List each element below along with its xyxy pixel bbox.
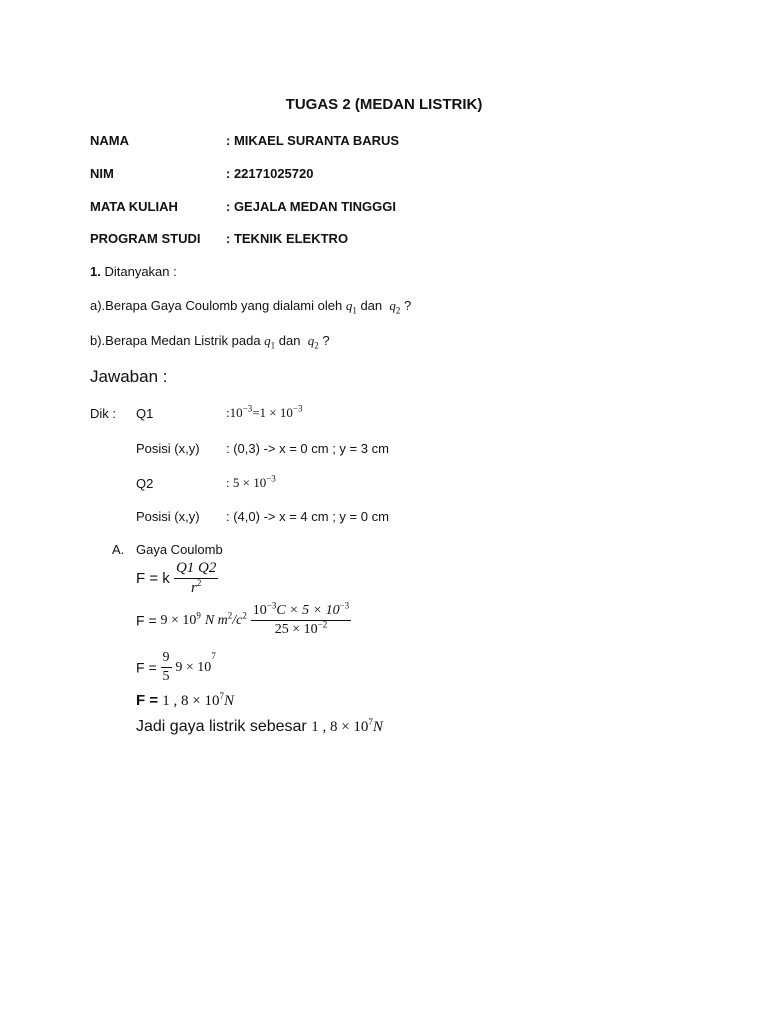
eq1-numerator: Q1 Q2 [174,560,218,579]
given-q2-value [226,475,276,491]
given-label: Dik : [90,406,116,421]
equation-2 [136,600,351,638]
info-value-nim: : 22171025720 [226,166,314,181]
eq3-denominator: 5 [162,669,170,684]
eq2-den-exp: −2 [317,619,328,630]
eq2-num-exp: −3 [266,600,277,611]
question-a-text: a).Berapa Gaya Coulomb yang dialami oleh [90,298,343,313]
given-pos2-label: Posisi (x,y) [136,509,200,524]
eq2-unit-slash: /c [232,612,243,628]
eq3-rest [175,650,216,675]
eq3-rest-base: 9 × 10 [175,659,212,675]
question-header [90,264,177,279]
eq1-fraction [174,560,218,597]
and-word: dan [360,298,383,313]
given-pos2-value: : (4,0) -> x = 4 cm ; y = 0 cm [226,509,389,524]
eq2-lhs: F = [136,612,157,629]
info-value-mata-kuliah: : GEJALA MEDAN TINGGGI [226,199,396,214]
eq3-fraction [161,650,172,685]
eq3-lhs: F = [136,659,157,676]
eq3-numerator: 9 [161,650,172,668]
section-a-heading: Gaya Coulomb [136,542,223,557]
eq2-unit [204,609,247,628]
eq2-coefficient [160,609,201,628]
eq2-num-base: 10 [252,603,267,618]
eq4-value-base: 1 , 8 × 10 [162,693,220,709]
info-value-nama: : MIKAEL SURANTA BARUS [226,133,400,148]
conclusion-value-base: 1 , 8 × 10 [311,719,369,735]
question-number: 1. [90,264,101,279]
eq2-fraction [251,600,351,638]
eq2-coeff-exp: 9 [196,609,201,620]
answer-heading: Jawaban : [90,367,168,386]
question-mark: ? [404,298,412,313]
eq1-den-exp: 2 [196,578,202,588]
question-a [90,298,411,314]
given-pos1-label: Posisi (x,y) [136,441,200,456]
and-word: dan [278,333,301,348]
q1-symbol: q [264,333,271,348]
info-label-mata-kuliah: MATA KULIAH [90,199,178,214]
q1-symbol: q [345,298,353,313]
eq2-coeff-base: 9 × 10 [160,612,197,628]
eq2-numerator [251,600,351,621]
eq1-lhs: F = k [136,570,170,587]
q2-subscript: 2 [314,340,319,351]
q2-symbol: q [307,333,315,348]
question-b [90,333,330,349]
eq1-den-base: r [190,580,197,596]
q1-value-eq-exp: −3 [292,403,303,414]
eq2-den-base: 25 × 10 [274,622,318,637]
q2-subscript: 2 [395,305,401,316]
question-mark: ? [322,333,330,348]
question-asked: Ditanyakan : [104,264,177,279]
info-value-program-studi: : TEKNIK ELEKTRO [226,231,349,246]
eq2-unit-base: N m [204,612,228,628]
eq3-rest-exp: 7 [211,650,216,661]
info-label-nama: NAMA [90,133,129,148]
equation-4 [136,692,234,710]
section-a-marker: A. [112,542,125,557]
q1-value-base: :10 [226,405,243,420]
eq2-unit-exp: 2 [227,609,233,620]
eq2-denominator [251,621,351,638]
page-title: TUGAS 2 (MEDAN LISTRIK) [285,96,483,113]
info-label-program-studi: PROGRAM STUDI [90,231,201,246]
equation-1 [136,560,218,597]
q1-subscript: 1 [352,305,357,316]
q1-value-eq: =1 × 10 [252,405,293,420]
question-b-text: b).Berapa Medan Listrik pada [90,333,261,348]
eq4-value-exp: 7 [219,691,224,701]
q1-subscript: 1 [270,340,276,351]
eq4-unit: N [223,693,234,709]
conclusion-unit: N [372,719,383,735]
eq4-value [162,693,234,709]
q2-value-base: : 5 × 10 [226,475,267,490]
q2-value-exp: −3 [266,473,276,484]
info-label-nim: NIM [90,166,114,181]
eq1-denominator [174,579,218,597]
given-q1-label: Q1 [136,406,154,421]
conclusion-value-exp: 7 [368,717,373,727]
q2-symbol: q [389,298,396,313]
equation-3 [136,650,216,685]
given-q1-value [226,405,302,421]
conclusion [136,718,383,736]
eq2-unit-slash-exp: 2 [242,609,247,620]
q1-value-exp: −3 [242,403,253,414]
eq2-num-rest-exp: −3 [339,600,350,611]
eq4-lhs: F = [136,692,159,709]
conclusion-text: Jadi gaya listrik sebesar [136,718,307,735]
given-pos1-value: : (0,3) -> x = 0 cm ; y = 3 cm [226,441,389,456]
conclusion-value [311,719,383,735]
eq2-num-rest: C × 5 × 10 [276,603,340,618]
given-q2-label: Q2 [136,476,154,491]
